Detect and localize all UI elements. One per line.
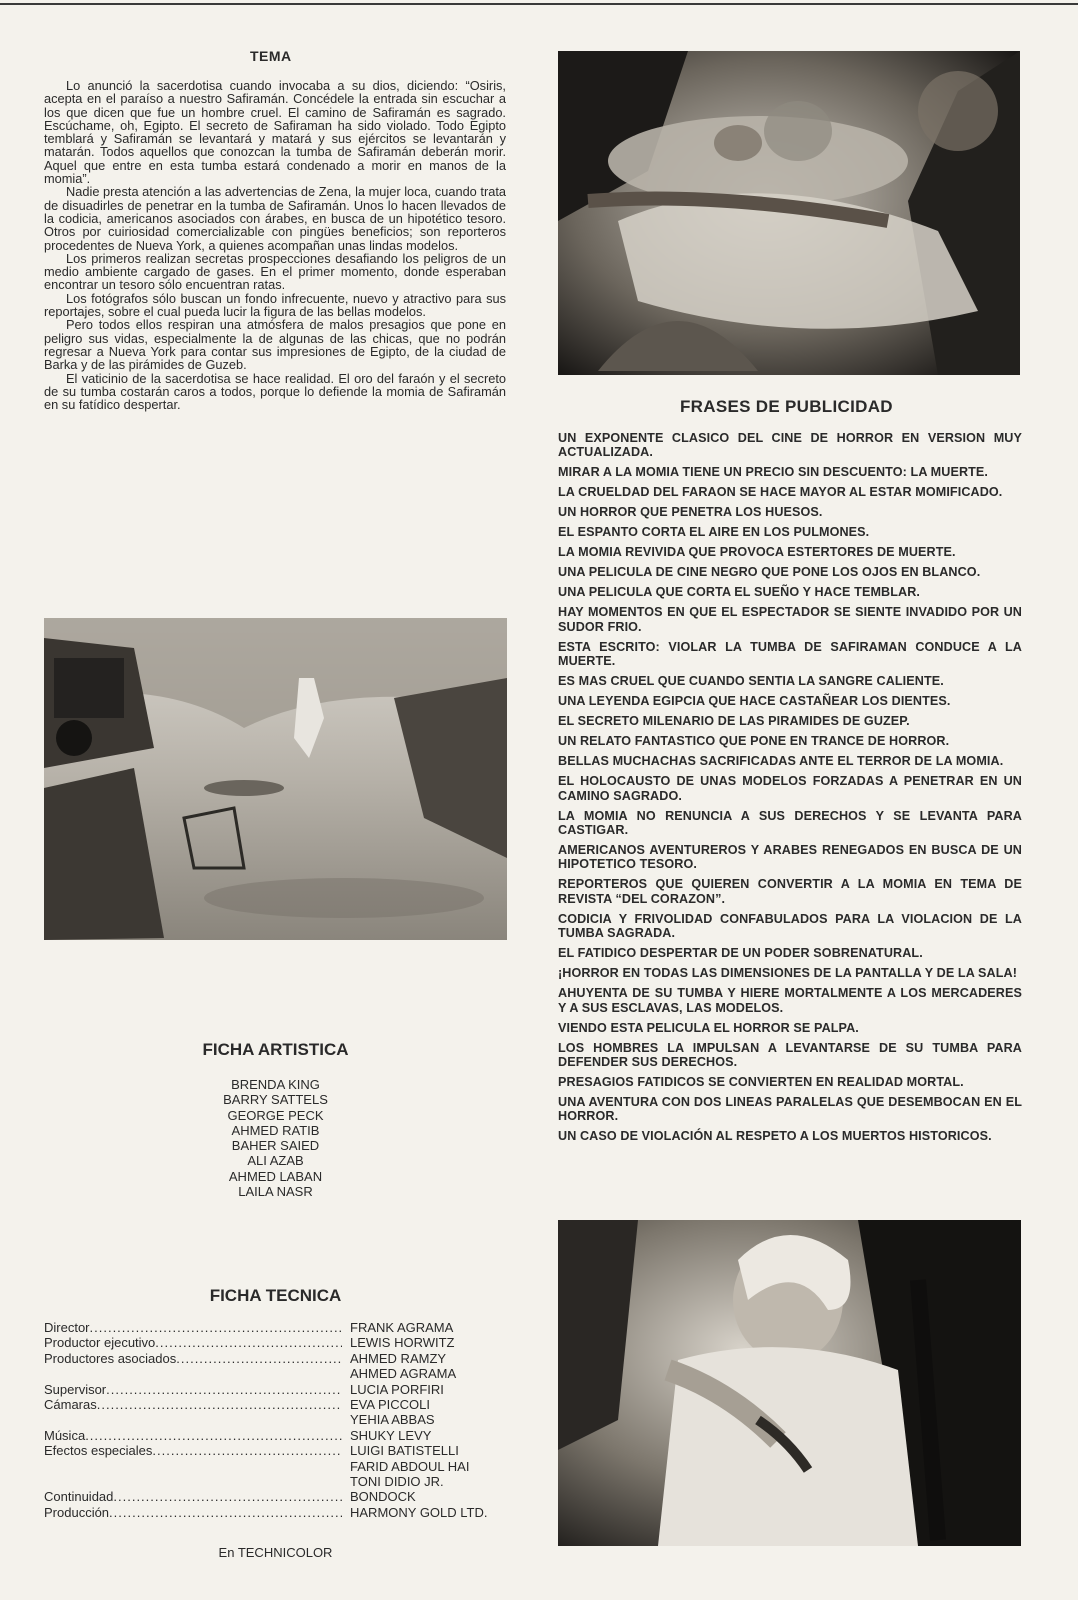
- tema-body: [44, 79, 506, 411]
- frase-item: ES MAS CRUEL QUE CUANDO SENTIA LA SANGRE CALIENTE.: [558, 674, 944, 689]
- crew-row: [44, 1505, 507, 1520]
- leader-dots: [85, 1428, 342, 1443]
- frase-item: AHUYENTA DE SU TUMBA Y HIERE MORTALMENTE A LOS MERCADERES Y A SUS ESCLAVAS, LAS MODELOS.: [558, 986, 1022, 1015]
- frase-item: VIENDO ESTA PELICULA EL HORROR SE PALPA.: [558, 1020, 859, 1035]
- crew-role: Director: [44, 1320, 90, 1335]
- frase-item: ¡HORROR EN TODAS LAS DIMENSIONES DE LA PANTALLA Y DE LA SALA!: [558, 966, 1018, 981]
- leader-dots: [155, 1335, 342, 1350]
- cast-member: ALI AZAB: [247, 1153, 304, 1169]
- frase-item: LA MOMIA REVIVIDA QUE PROVOCA ESTERTORES DE MUERTE.: [558, 545, 956, 560]
- frase-item: UNA AVENTURA CON DOS LINEAS PARALELAS QUE DESEMBOCAN EN EL HORROR.: [558, 1095, 1022, 1124]
- frase-item: UN HORROR QUE PENETRA LOS HUESOS.: [558, 505, 823, 520]
- frase-item: LOS HOMBRES LA IMPULSAN A LEVANTARSE DE SU TUMBA PARA DEFENDER SUS DERECHOS.: [558, 1040, 1022, 1070]
- crew-name: FRANK AGRAMA: [350, 1320, 454, 1335]
- leader-dots: [113, 1489, 342, 1504]
- crew-list: [44, 1320, 507, 1520]
- tema-paragraph: El vaticinio de la sacerdotisa se hace realidad. El oro del faraón y el secreto de su tumba costarán caros a todos, porque lo defiende la momia de Safiramán en su fatídico despertar.: [44, 370, 506, 413]
- crew-name: LEWIS HORWITZ: [350, 1335, 455, 1351]
- crew-row: [44, 1489, 507, 1504]
- frase-item: BELLAS MUCHACHAS SACRIFICADAS ANTE EL TERROR DE LA MOMIA.: [558, 754, 1004, 769]
- crew-row: [44, 1382, 507, 1397]
- frase-item: UN RELATO FANTASTICO QUE PONE EN TRANCE DE HORROR.: [558, 734, 950, 749]
- tema-paragraph: Lo anunció la sacerdotisa cuando invocaba a su dios, diciendo: “Osiris, acepta en el paraíso a nuestro Safiramán. Concédele la entrada sin escuchar a los que dicen que fue un hombre cruel. El camino de Safiramán es sagrado. Escúchame, oh, Egipto. El secreto de Safiraman ha sido violado. Todo Egipto temblará y Safiramán se levantará y matará y sus ejércitos se levantarán y matarán. Todos aquellos que conozcan la tumba de Safiramán deberán morir. Aquel que entre en esta tumba estará condenado a morir en manos de la momia”.: [44, 78, 506, 187]
- crew-row: [44, 1397, 507, 1412]
- top-rule: [0, 3, 1078, 5]
- frase-item: AMERICANOS AVENTUREROS Y ARABES RENEGADOS EN BUSCA DE UN HIPOTETICO TESORO.: [558, 843, 1022, 872]
- crew-role: Efectos especiales: [44, 1443, 153, 1459]
- crew-row: [44, 1335, 507, 1350]
- frase-item: HAY MOMENTOS EN QUE EL ESPECTADOR SE SIENTE INVADIDO POR UN SUDOR FRIO.: [558, 605, 1022, 634]
- cast-member: AHMED RATIB: [231, 1122, 320, 1138]
- frase-item: UNA PELICULA DE CINE NEGRO QUE PONE LOS OJOS EN BLANCO.: [558, 565, 981, 580]
- frase-item: PRESAGIOS FATIDICOS SE CONVIERTEN EN REALIDAD MORTAL.: [558, 1075, 964, 1090]
- frase-item: MIRAR A LA MOMIA TIENE UN PRECIO SIN DESCUENTO: LA MUERTE.: [558, 465, 989, 480]
- frase-item: UN CASO DE VIOLACIÓN AL RESPETO A LOS MUERTOS HISTORICOS.: [558, 1129, 992, 1144]
- leader-dots: [106, 1382, 342, 1397]
- frase-item: LA MOMIA NO RENUNCIA A SUS DERECHOS Y SE LEVANTA PARA CASTIGAR.: [558, 808, 1022, 838]
- tema-paragraph: Nadie presta atención a las advertencias de Zena, la mujer loca, cuando trata de disuadirles de penetrar en la tumba de Safiramán. Unos lo hacen llevados de la codicia, americanos asociados con árabes, en busca de un hipotético tesoro. Otros por cuiriosidad comercializable con pingües beneficios; son reporteros procedentes de Nueva York, a quienes acompañan unas lindas modelos.: [44, 184, 506, 253]
- frase-item: REPORTEROS QUE QUIEREN CONVERTIR A LA MOMIA EN TEMA DE REVISTA “DEL CORAZON”.: [558, 877, 1022, 906]
- crew-name: BONDOCK: [350, 1489, 416, 1505]
- frase-item: UN EXPONENTE CLASICO DEL CINE DE HORROR EN VERSION MUY ACTUALIZADA.: [558, 431, 1022, 460]
- cast-member: GEORGE PECK: [227, 1107, 324, 1123]
- crew-name: LUCIA PORFIRI: [350, 1381, 444, 1397]
- tema-paragraph: Los primeros realizan secretas prospecciones desafiando los peligros de un medio ambiente cargado de gases. En el primer momento, donde esperaban encontrar un tesoro sólo encuentran ratas.: [44, 250, 506, 293]
- crew-role: Productores asociados: [44, 1350, 177, 1366]
- ficha-artistica-title: FICHA ARTISTICA: [202, 1040, 349, 1059]
- crew-row: [44, 1474, 507, 1489]
- crew-role: Supervisor: [44, 1381, 107, 1397]
- frase-item: UNA LEYENDA EGIPCIA QUE HACE CASTAÑEAR LOS DIENTES.: [558, 694, 951, 709]
- crew-name: AHMED AGRAMA: [350, 1366, 457, 1382]
- tema-paragraph: Los fotógrafos sólo buscan un fondo infrecuente, nuevo y atractivo para sus reportajes, sobre el cual pueda lucir la figura de las bellas modelos.: [44, 290, 506, 320]
- frase-item: EL FATIDICO DESPERTAR DE UN PODER SOBRENATURAL.: [558, 946, 923, 961]
- tomb-scene-photo: [558, 51, 1020, 375]
- cast-member: BARRY SATTELS: [223, 1092, 328, 1108]
- crew-name: FARID ABDOUL HAI: [350, 1458, 470, 1474]
- leader-dots: [109, 1505, 342, 1520]
- women-scene-photo: [558, 1220, 1021, 1546]
- cast-list: [44, 1077, 507, 1199]
- crew-row: [44, 1412, 507, 1427]
- crew-row: [44, 1459, 507, 1474]
- crew-row: [44, 1443, 507, 1458]
- frase-item: EL HOLOCAUSTO DE UNAS MODELOS FORZADAS A PENETRAR EN UN CAMINO SAGRADO.: [558, 774, 1022, 803]
- crew-row: [44, 1351, 507, 1366]
- technicolor-note: En TECHNICOLOR: [218, 1545, 333, 1560]
- crew-role: Productor ejecutivo: [44, 1335, 156, 1351]
- cast-member: LAILA NASR: [238, 1184, 313, 1200]
- tema-paragraph: Pero todos ellos respiran una atmósfera de malos presagios que pone en peligro sus vidas, especialmente la de algunas de las chicas, que no podrán regresar a Nueva York para contar sus impresiones de Egipto, de la ciudad de Barka y de las pirámides de Guzeb.: [44, 317, 506, 373]
- frases-list: [558, 431, 1022, 1149]
- ficha-tecnica-title: FICHA TECNICA: [209, 1286, 342, 1305]
- frases-title: FRASES DE PUBLICIDAD: [680, 397, 893, 416]
- frase-item: ESTA ESCRITO: VIOLAR LA TUMBA DE SAFIRAMAN CONDUCE A LA MUERTE.: [558, 639, 1022, 669]
- cast-member: AHMED LABAN: [228, 1168, 323, 1184]
- leader-dots: [176, 1351, 342, 1366]
- cast-member: BAHER SAIED: [231, 1138, 320, 1154]
- crew-name: LUIGI BATISTELLI: [350, 1443, 459, 1459]
- crew-name: TONI DIDIO JR.: [350, 1474, 444, 1490]
- leader-dots: [90, 1320, 342, 1335]
- crew-row: [44, 1366, 507, 1381]
- frase-item: EL ESPANTO CORTA EL AIRE EN LOS PULMONES.: [558, 525, 870, 540]
- crew-role: Música: [44, 1427, 86, 1443]
- crew-row: [44, 1428, 507, 1443]
- frase-item: UNA PELICULA QUE CORTA EL SUEÑO Y HACE TEMBLAR.: [558, 585, 921, 600]
- crew-role: Continuidad: [44, 1489, 114, 1505]
- crew-row: [44, 1320, 507, 1335]
- frase-item: EL SECRETO MILENARIO DE LAS PIRAMIDES DE GUZEP.: [558, 714, 910, 729]
- crew-name: AHMED RAMZY: [350, 1350, 447, 1366]
- crew-role: Cámaras: [44, 1397, 97, 1413]
- crew-name: SHUKY LEVY: [350, 1427, 432, 1443]
- crew-name: EVA PICCOLI: [350, 1397, 430, 1413]
- leader-dots: [97, 1397, 342, 1412]
- leader-dots: [152, 1443, 342, 1458]
- cast-member: BRENDA KING: [231, 1077, 320, 1092]
- frase-item: CODICIA Y FRIVOLIDAD CONFABULADOS PARA LA VIOLACION DE LA TUMBA SAGRADA.: [558, 911, 1022, 941]
- frase-item: LA CRUELDAD DEL FARAON SE HACE MAYOR AL ESTAR MOMIFICADO.: [558, 485, 1003, 500]
- crew-role: Producción: [44, 1504, 110, 1520]
- crew-name: HARMONY GOLD LTD.: [350, 1504, 488, 1520]
- crew-name: YEHIA ABBAS: [350, 1412, 435, 1428]
- tema-title: TEMA: [250, 48, 292, 64]
- desert-scene-photo: [44, 618, 507, 940]
